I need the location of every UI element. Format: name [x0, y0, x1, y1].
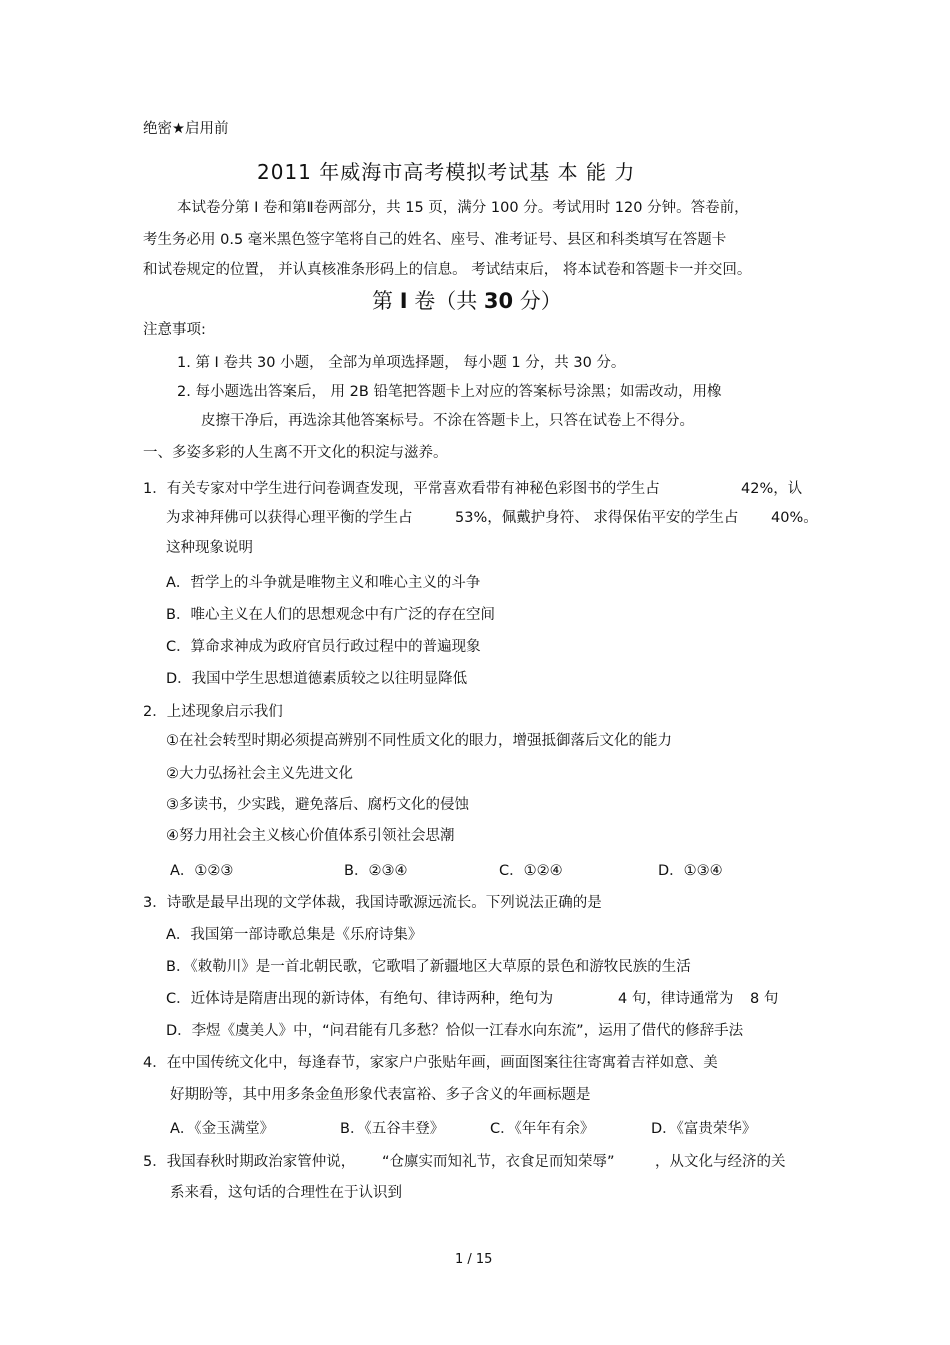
- q3-option-a: A．我国第一部诗歌总集是《乐府诗集》: [166, 927, 423, 943]
- q3-option-c-tail-2: 8 句: [750, 991, 779, 1007]
- part-prefix: 第: [372, 289, 400, 313]
- part-suffix: 分）: [513, 289, 562, 313]
- q2-option-c: C．①②④: [499, 863, 563, 879]
- q4-line-1: 4．在中国传统文化中，每逢春节，家家户户张贴年画，画面图案往往寄寓着吉祥如意、美: [143, 1055, 718, 1071]
- intro-line-2: 考生务必用 0.5 毫米黑色签字笔将自己的姓名、座号、准考证号、县区和科类填写在答题卡: [143, 232, 727, 248]
- q4-option-a: A．《金玉满堂》: [170, 1121, 275, 1137]
- q2-statement-4: ④努力用社会主义核心价值体系引领社会思潮: [166, 828, 455, 844]
- q1-line-1: 1．有关专家对中学生进行问卷调查发现，平常喜欢看带有神秘色彩图书的学生占: [143, 481, 660, 497]
- q2-statement-2: ②大力弘扬社会主义先进文化: [166, 766, 353, 782]
- part-mid: 卷（共: [407, 289, 484, 313]
- intro-line-3: 和试卷规定的位置， 并认真核准条形码上的信息。 考试结束后， 将本试卷和答题卡一并交回。: [143, 262, 752, 278]
- part-roman: I: [399, 289, 408, 313]
- page-number: 1 / 15: [455, 1252, 493, 1267]
- q1-option-c: C．算命求神成为政府官员行政过程中的普遍现象: [166, 639, 481, 655]
- q4-line-2: 好期盼等，其中用多条金鱼形象代表富裕、多子含义的年画标题是: [170, 1087, 591, 1103]
- q3-option-c: C．近体诗是隋唐出现的新诗体，有绝句、律诗两种，绝句为: [166, 991, 554, 1007]
- note-item-2-cont: 皮擦干净后，再选涂其他答案标号。不涂在答题卡上，只答在试卷上不得分。: [201, 413, 694, 429]
- q2-option-a: A．①②③: [170, 863, 234, 879]
- q4-option-b: B．《五谷丰登》: [340, 1121, 445, 1137]
- q1-option-a: A．哲学上的斗争就是唯物主义和唯心主义的斗争: [166, 575, 481, 591]
- q2-option-d: D．①③④: [658, 863, 723, 879]
- q1-line-1-tail: 42%，认: [741, 481, 803, 497]
- q2-statement-1: ①在社会转型时期必须提高辨别不同性质文化的眼力，增强抵御落后文化的能力: [166, 733, 672, 749]
- q5-quote: “仓廪实而知礼节，衣食足而知荣辱”: [382, 1154, 615, 1170]
- part-heading: [372, 291, 562, 312]
- q5-line-1-tail: ，从文化与经济的关: [655, 1154, 786, 1170]
- intro-line-1: 本试卷分第 I 卷和第Ⅱ卷两部分，共 15 页，满分 100 分。考试用时 120 分钟。答卷前，: [177, 200, 749, 216]
- notes-heading: 注意事项:: [143, 322, 206, 338]
- q1-line-2-tail: 40%。: [771, 510, 818, 526]
- q3-option-c-tail-1: 4 句，律诗通常为: [618, 991, 734, 1007]
- q4-option-c: C．《年年有余》: [490, 1121, 595, 1137]
- confidential-label: 绝密★启用前: [143, 121, 229, 137]
- q3-option-b: B．《敕勒川》是一首北朝民歌，它歌唱了新疆地区大草原的景色和游牧民族的生活: [166, 959, 691, 975]
- exam-title: 2011 年威海市高考模拟考试基 本 能 力: [257, 160, 636, 184]
- q1-line-2: 为求神拜佛可以获得心理平衡的学生占: [166, 510, 413, 526]
- section-heading: 一、多姿多彩的人生离不开文化的积淀与滋养。: [143, 445, 448, 461]
- q3-stem: 3．诗歌是最早出现的文学体裁，我国诗歌源远流长。下列说法正确的是: [143, 895, 602, 911]
- part-score: 30: [483, 289, 514, 313]
- q4-option-d: D．《富贵荣华》: [651, 1121, 757, 1137]
- q2-statement-3: ③多读书，少实践，避免落后、腐朽文化的侵蚀: [166, 797, 469, 813]
- note-item-2: 2. 每小题选出答案后， 用 2B 铅笔把答题卡上对应的答案标号涂黑；如需改动，用橡: [177, 384, 722, 400]
- q1-option-d: D．我国中学生思想道德素质较之以往明显降低: [166, 671, 468, 687]
- q1-line-2-mid: 53%，佩戴护身符、 求得保佑平安的学生占: [455, 510, 739, 526]
- q3-option-d: D．李煜《虞美人》中，“问君能有几多愁？恰似一江春水向东流”，运用了借代的修辞手法: [166, 1023, 744, 1039]
- q2-option-b: B．②③④: [344, 863, 408, 879]
- q5-line-1: 5．我国春秋时期政治家管仲说，: [143, 1154, 356, 1170]
- q1-line-3: 这种现象说明: [166, 540, 253, 556]
- q5-line-2: 系来看，这句话的合理性在于认识到: [170, 1185, 402, 1201]
- q2-stem: 2．上述现象启示我们: [143, 704, 283, 720]
- note-item-1: 1. 第 I 卷共 30 小题， 全部为单项选择题， 每小题 1 分，共 30 分。: [177, 355, 626, 371]
- q1-option-b: B．唯心主义在人们的思想观念中有广泛的存在空间: [166, 607, 495, 623]
